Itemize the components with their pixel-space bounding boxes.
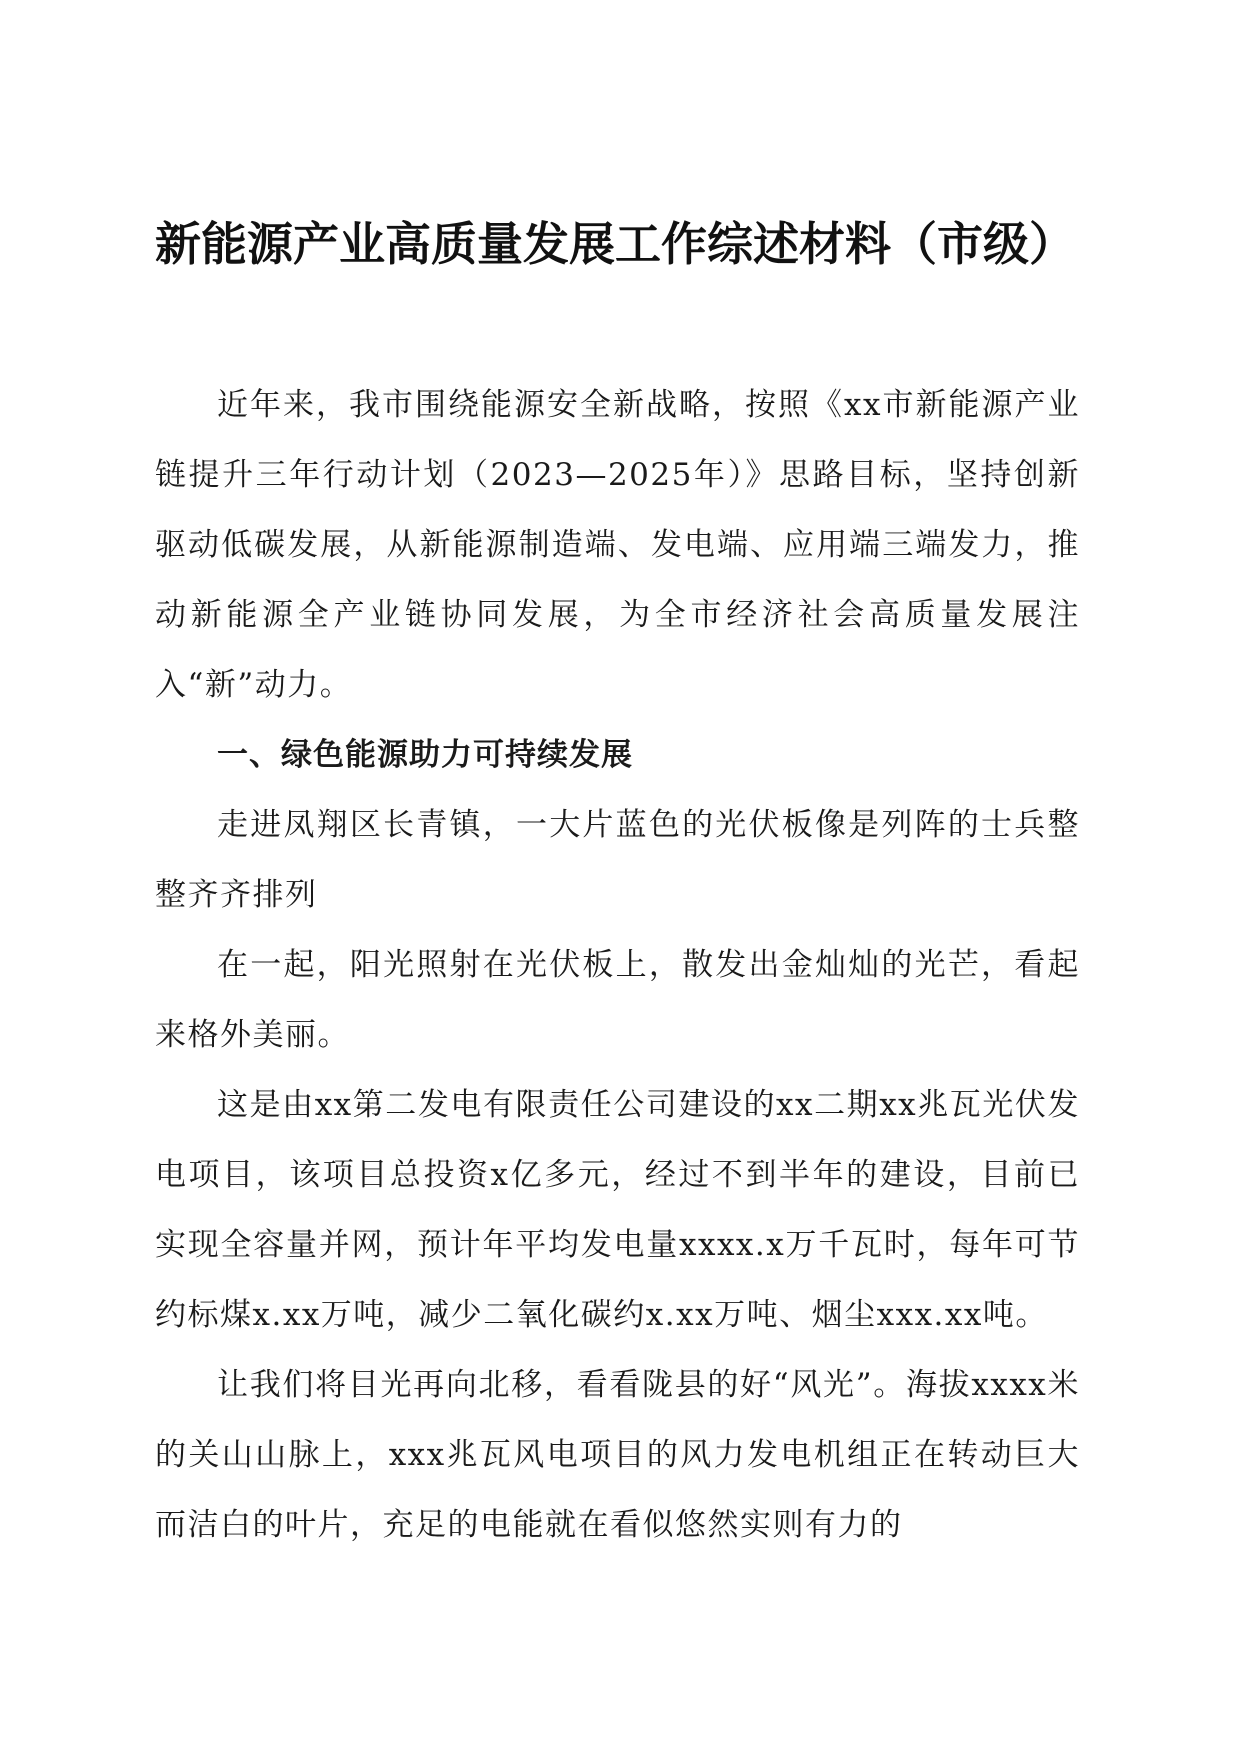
paragraph-3: 在一起，阳光照射在光伏板上，散发出金灿灿的光芒，看起来格外美丽。 [155, 947, 1080, 1053]
document-title: 新能源产业高质量发展工作综述材料（市级） [155, 217, 1075, 271]
paragraph-intro: 近年来，我市围绕能源安全新战略，按照《xx市新能源产业链提升三年行动计划（2023—2025年）》思路目标，坚持创新驱动低碳发展，从新能源制造端、发电端、应用端三端发力，推动新能源全产业链协同发展，为全市经济社会高质量发展注入“新”动力。 [155, 387, 1080, 703]
section-heading: 一、绿色能源助力可持续发展 [217, 737, 633, 773]
paragraph-4: 这是由xx第二发电有限责任公司建设的xx二期xx兆瓦光伏发电项目，该项目总投资x亿多元，经过不到半年的建设，目前已实现全容量并网，预计年平均发电量xxxx.x万千瓦时，每年可节约标煤x.xx万吨，减少二氧化碳约x.xx万吨、烟尘xxx.xx吨。 [155, 1087, 1080, 1333]
paragraph-2: 走进凤翔区长青镇，一大片蓝色的光伏板像是列阵的士兵整整齐齐排列 [155, 807, 1080, 913]
document-body [155, 370, 1080, 1560]
paragraph-5: 让我们将目光再向北移，看看陇县的好“风光”。海拔xxxx米的关山山脉上，xxx兆瓦风电项目的风力发电机组正在转动巨大而洁白的叶片，充足的电能就在看似悠然实则有力的 [155, 1367, 1080, 1543]
